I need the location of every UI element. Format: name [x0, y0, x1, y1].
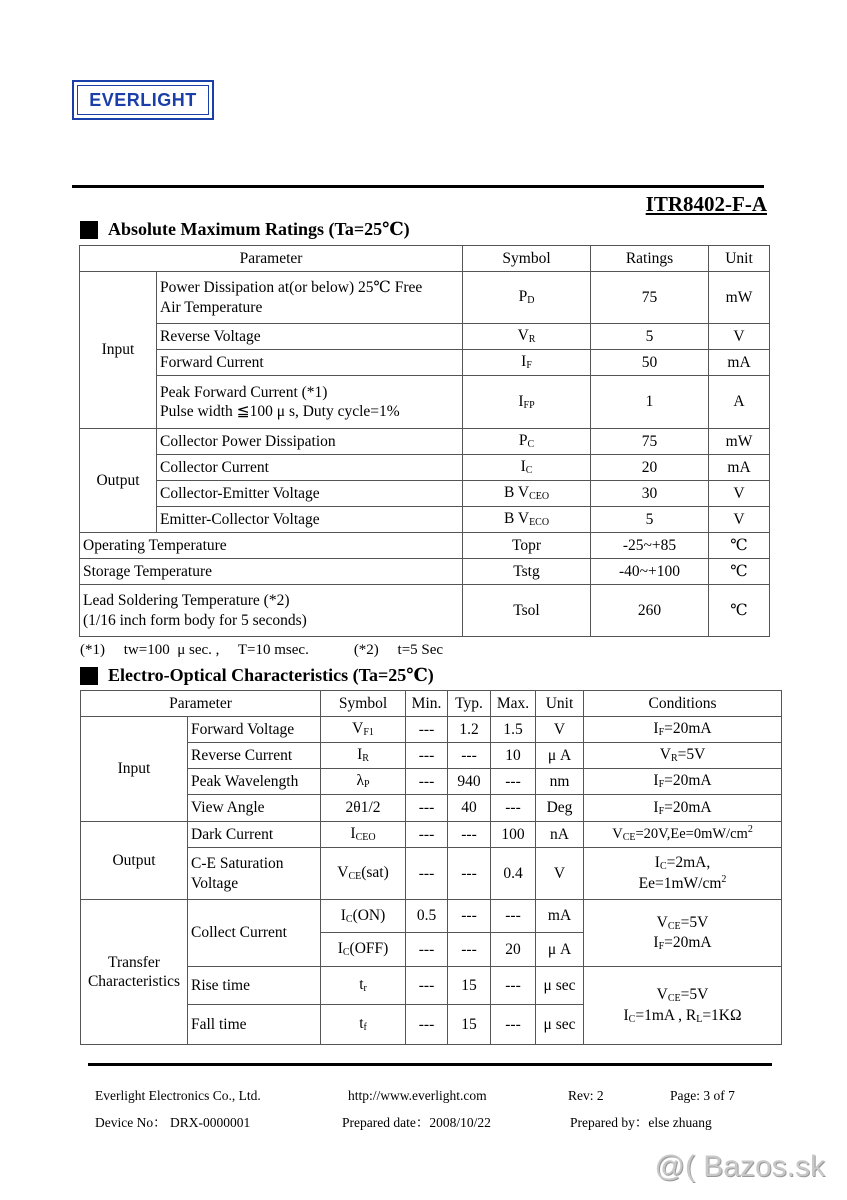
table-row: Collector Current $I_C$ 20 mA [80, 455, 770, 481]
footer-page: Page: 3 of 7 [670, 1088, 735, 1103]
table-row: Fall time $t_f$ --- 15 --- μ sec [81, 1005, 782, 1045]
group-input: Input [81, 717, 188, 822]
abs-max-heading: Absolute Maximum Ratings (Ta=25℃) [80, 219, 410, 240]
table-row: Operating Temperature Topr -25~+85 ℃ [80, 533, 770, 559]
table-row: Input Forward Voltage $V_{F1}$ --- 1.2 1.5 V $I_F=20mA$ [81, 717, 782, 743]
eo-heading: Electro-Optical Characteristics (Ta=25℃) [80, 665, 434, 686]
everlight-logo [72, 80, 214, 120]
table-row: Output Dark Current $I_{CEO}$ --- --- 100 nA $V_{CE}=20V,Ee=0mW/cm^2$ [81, 822, 782, 848]
logo-text: EVERLIGHT [77, 85, 209, 115]
table-row: Peak Forward Current (*1) Pulse width ≦100 μ s, Duty cycle=1% $I_{FP}$ 1 A [80, 376, 770, 429]
footer-prepared-date: Prepared date：2008/10/22 [342, 1115, 491, 1130]
footer-url[interactable]: http://www.everlight.com [348, 1088, 487, 1103]
footer-device-no: Device No： DRX-0000001 [95, 1115, 251, 1130]
footer-company: Everlight Electronics Co., Ltd. [95, 1088, 261, 1103]
watermark: @( Bazos.sk [654, 1150, 825, 1183]
group-transfer: Transfer Characteristics [81, 900, 188, 1045]
table-row: Collector-Emitter Voltage B $V_{CEO}$ 30 V [80, 481, 770, 507]
table-row: Peak Wavelength $\lambda_P$ --- 940 --- nm $I_F=20mA$ [81, 769, 782, 795]
part-number: ITR8402-F-A [645, 192, 767, 216]
table-row: Transfer Characteristics Collect Current $I_C(ON)$ 0.5 --- --- mA $V_{CE}=5V$ $I_F=20mA$ [81, 900, 782, 933]
group-input: Input [80, 272, 157, 429]
eo-table [80, 690, 782, 1045]
table-row: Lead Soldering Temperature (*2) (1/16 inch form body for 5 seconds) Tsol 260 ℃ [80, 585, 770, 637]
table-row: Forward Current $I_F$ 50 mA [80, 350, 770, 376]
table-row: Output Collector Power Dissipation $P_C$ 75 mW [80, 429, 770, 455]
abs-max-table [79, 245, 770, 637]
table-header-row: Parameter Symbol Ratings Unit [80, 246, 770, 272]
table-row: Storage Temperature Tstg -40~+100 ℃ [80, 559, 770, 585]
table-row: Reverse Current $I_R$ --- --- 10 μ A $V_R=5V$ [81, 743, 782, 769]
footnotes: (*1) tw=100 μ sec. , T=10 msec. (*2) t=5 Sec [80, 642, 444, 658]
bullet-square-icon [80, 221, 98, 239]
table-row: Reverse Voltage $V_R$ 5 V [80, 324, 770, 350]
group-output: Output [80, 429, 157, 533]
top-rule [72, 185, 764, 188]
table-row: $I_C(OFF)$ --- --- 20 μ A [81, 933, 782, 967]
table-row: View Angle 2θ1/2 --- 40 --- Deg $I_F=20mA$ [81, 795, 782, 822]
table-row: Input Power Dissipation at(or below) 25℃ Free Air Temperature $P_D$ 75 mW [80, 272, 770, 324]
footer-prepared-by: Prepared by：else zhuang [570, 1115, 712, 1130]
table-row: Rise time $t_r$ --- 15 --- μ sec $V_{CE}=5V$ $I_C=1mA$ , $R_L=1K\Omega$ [81, 967, 782, 1005]
bullet-square-icon [80, 667, 98, 685]
group-output: Output [81, 822, 188, 900]
footer-rule [88, 1063, 772, 1066]
table-header-row: Parameter Symbol Min. Typ. Max. Unit Conditions [81, 691, 782, 717]
table-row: Emitter-Collector Voltage B $V_{ECO}$ 5 V [80, 507, 770, 533]
table-row: C-E Saturation Voltage $V_{CE}(sat)$ --- --- 0.4 V $I_C=2mA$, $Ee=1mW/cm^2$ [81, 848, 782, 900]
footer-rev: Rev: 2 [568, 1088, 604, 1103]
